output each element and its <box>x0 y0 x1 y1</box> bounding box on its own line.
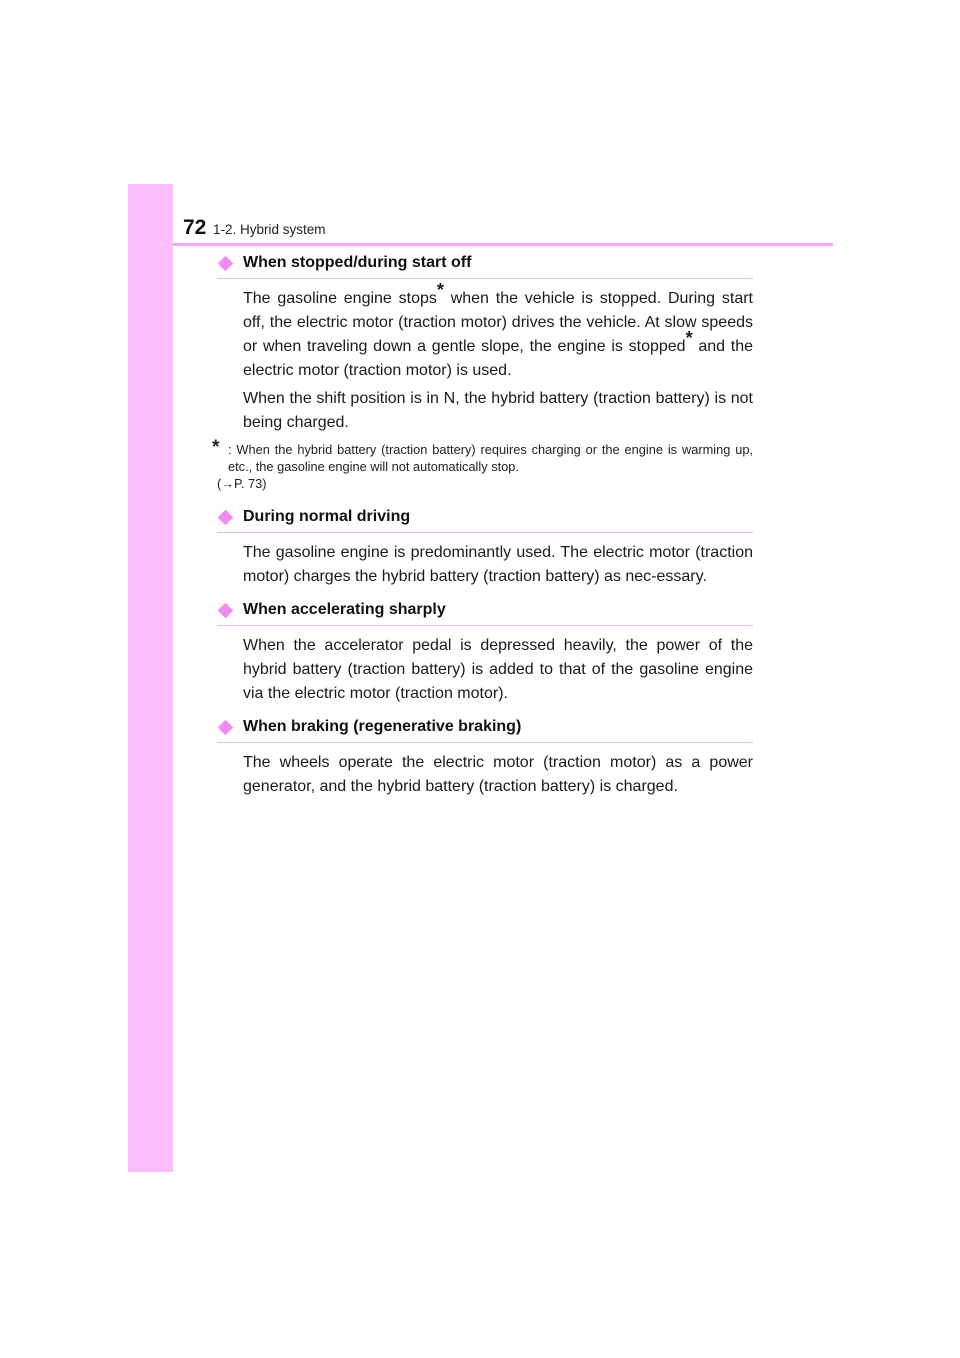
section-normal-driving <box>217 506 753 589</box>
paragraph-text: when the vehicle is stopped. During start off, the electric motor (traction motor) drives the vehicle. At slow speeds or when traveling down a gentle slope, the engine is stopped <box>243 290 753 355</box>
paragraph-text: and the electric motor (traction motor) is used. <box>243 338 754 379</box>
diamond-bullet-icon <box>218 603 234 619</box>
section-heading-text: During normal driving <box>243 508 411 525</box>
paragraph: When the accelerator pedal is depressed heavily, the power of the hybrid battery (traction battery) is added to that of the gasoline engine via the electric motor (traction motor). <box>243 637 753 702</box>
header-rule <box>173 243 833 246</box>
footnote-star: * <box>436 280 444 300</box>
diamond-bullet-icon <box>218 720 234 736</box>
chapter-title: 1-2. Hybrid system <box>213 222 326 237</box>
paragraph: The wheels operate the electric motor (traction motor) as a power generator, and the hybrid battery (traction battery) is charged. <box>243 754 753 795</box>
section-stopped <box>212 252 754 492</box>
section-heading-text: When accelerating sharply <box>243 601 446 618</box>
paragraph: When the shift position is in N, the hybrid battery (traction battery) is not being charged. <box>243 390 753 431</box>
section-heading-text: When braking (regenerative braking) <box>243 718 522 735</box>
chapter-side-tab <box>128 184 173 1172</box>
paragraph <box>243 280 754 383</box>
page-content <box>212 252 754 809</box>
footnote-marker: * <box>212 437 220 458</box>
footnote <box>212 437 753 492</box>
section-heading-text: When stopped/during start off <box>243 254 472 271</box>
paragraph-text: The gasoline engine stops <box>243 290 437 307</box>
diamond-bullet-icon <box>218 510 234 526</box>
section-accelerating <box>217 599 753 706</box>
paragraph: The gasoline engine is predominantly used. The electric motor (traction motor) charges the hybrid battery (traction battery) as nec-essary. <box>243 544 753 585</box>
section-heading <box>217 599 753 626</box>
footnote-text: : When the hybrid battery (traction battery) requires charging or the engine is warming up, etc., the gasoline engine will not automatically stop. <box>228 442 753 474</box>
page-reference-link[interactable]: (→P. 73) <box>217 476 267 491</box>
section-heading <box>217 252 753 279</box>
section-heading <box>217 716 753 743</box>
page-number: 72 <box>183 216 207 239</box>
footnote-star: * <box>685 328 693 348</box>
diamond-bullet-icon <box>218 256 234 272</box>
section-heading <box>217 506 753 533</box>
section-braking <box>217 716 753 799</box>
